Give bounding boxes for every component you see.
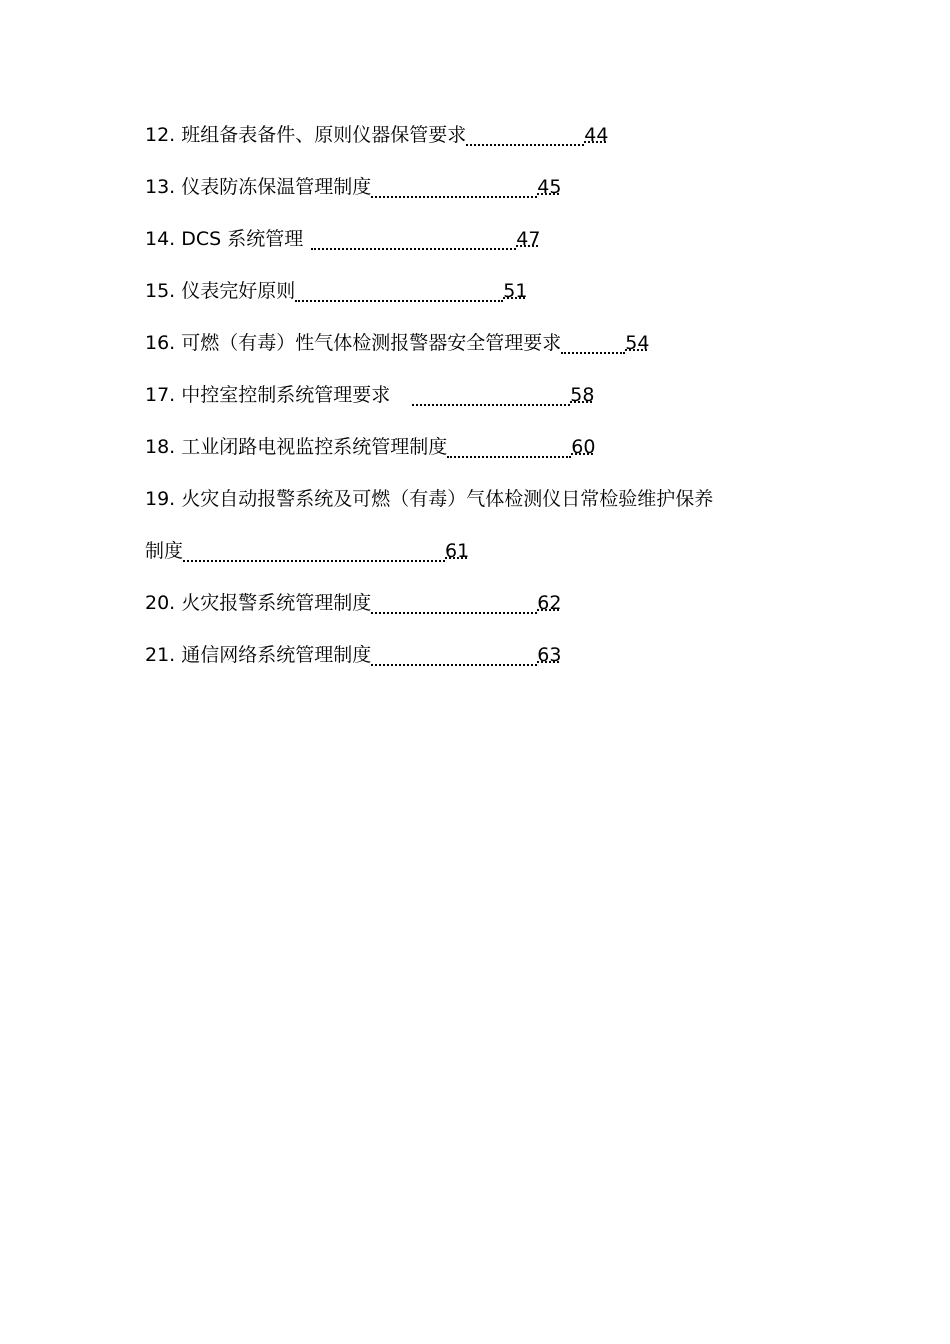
toc-entry-20[interactable] xyxy=(145,586,815,638)
toc-page-number: 44 xyxy=(584,124,609,146)
table-of-contents xyxy=(145,118,815,690)
toc-leader xyxy=(371,170,537,198)
toc-leader xyxy=(183,534,445,562)
toc-entry-title: 19. 火灾自动报警系统及可燃（有毒）气体检测仪日常检验维护保养 xyxy=(145,488,714,510)
toc-entry-title: 16. 可燃（有毒）性气体检测报警器安全管理要求 xyxy=(145,332,562,354)
toc-entry-12[interactable] xyxy=(145,118,815,170)
toc-entry-title: 14. DCS 系统管理 xyxy=(145,228,304,250)
toc-leader xyxy=(561,326,625,354)
toc-entry-16[interactable] xyxy=(145,326,815,378)
toc-entry-title: 21. 通信网络系统管理制度 xyxy=(145,644,372,666)
toc-entry-title: 18. 工业闭路电视监控系统管理制度 xyxy=(145,436,448,458)
toc-entry-title: 20. 火灾报警系统管理制度 xyxy=(145,592,372,614)
toc-page-number: 47 xyxy=(516,228,541,250)
toc-entry-14[interactable] xyxy=(145,222,815,274)
toc-leader xyxy=(311,222,516,250)
toc-entry-18[interactable] xyxy=(145,430,815,482)
toc-entry-19-continued[interactable] xyxy=(145,534,815,586)
toc-leader xyxy=(371,638,537,666)
toc-entry-15[interactable] xyxy=(145,274,815,326)
toc-page-number: 63 xyxy=(537,644,562,666)
toc-entry-title: 15. 仪表完好原则 xyxy=(145,280,296,302)
toc-page-number: 54 xyxy=(625,332,650,354)
toc-entry-17[interactable] xyxy=(145,378,815,430)
toc-leader xyxy=(295,274,503,302)
toc-entry-21[interactable] xyxy=(145,638,815,690)
toc-leader xyxy=(447,430,571,458)
toc-leader xyxy=(466,118,584,146)
toc-page-number: 62 xyxy=(537,592,562,614)
toc-page-number: 61 xyxy=(445,540,470,562)
toc-entry-13[interactable] xyxy=(145,170,815,222)
toc-entry-title: 12. 班组备表备件、原则仪器保管要求 xyxy=(145,124,467,146)
toc-leader xyxy=(371,586,537,614)
toc-page-number: 45 xyxy=(537,176,562,198)
toc-page-number: 60 xyxy=(571,436,596,458)
toc-page-number: 58 xyxy=(570,384,595,406)
toc-page-number: 51 xyxy=(503,280,528,302)
toc-entry-title: 13. 仪表防冻保温管理制度 xyxy=(145,176,372,198)
toc-entry-19[interactable] xyxy=(145,482,815,534)
toc-leader xyxy=(412,378,570,406)
toc-entry-title-cont: 制度 xyxy=(145,540,184,562)
toc-entry-title: 17. 中控室控制系统管理要求 xyxy=(145,384,391,406)
